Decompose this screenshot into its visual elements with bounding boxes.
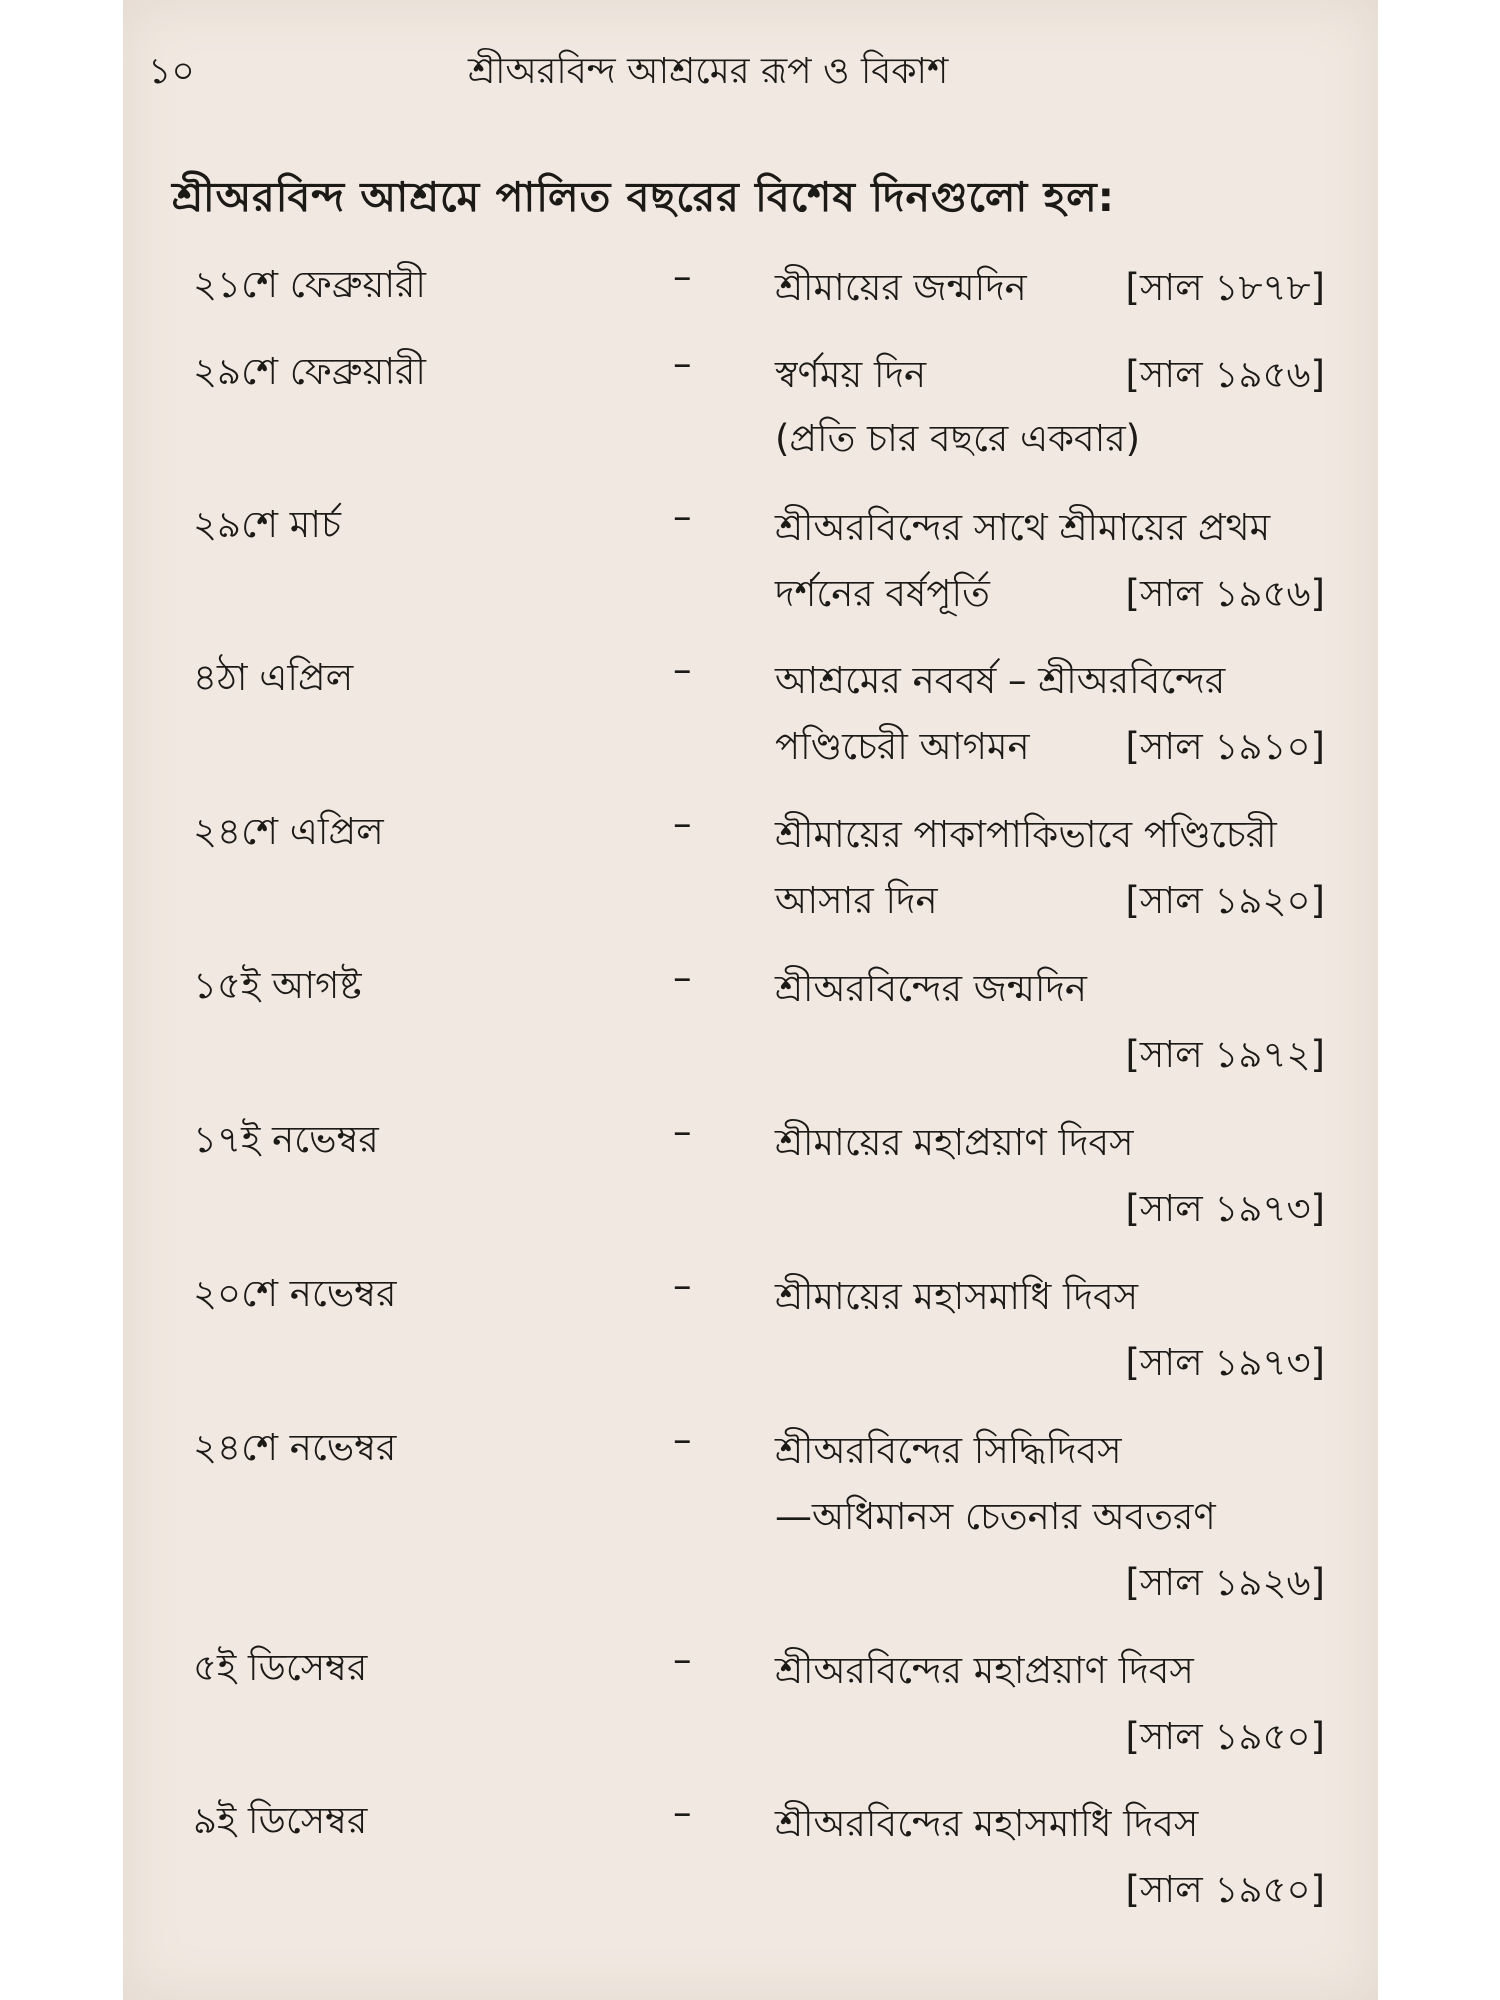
entry-date: ২৯শে ফেব্রুয়ারী (193, 350, 426, 393)
entry-year: [সাল ১৮৭৮] (1125, 266, 1325, 309)
entry-year: [সাল ১৯১০] (1125, 725, 1325, 768)
entry-year: [সাল ১৯৭৩] (1125, 1187, 1325, 1230)
entry-dash: – (673, 1638, 692, 1681)
entry-text: শ্রীঅরবিন্দের সিদ্ধিদিবস (775, 1429, 1122, 1472)
page-number: ১০ (148, 51, 195, 92)
entry-date: ২৪শে এপ্রিল (193, 810, 384, 853)
entry-date: ২১শে ফেব্রুয়ারী (193, 263, 426, 306)
entry-text: আসার দিন (775, 879, 938, 922)
entry-text: স্বর্ণময় দিন (775, 353, 927, 396)
entry-dash: – (673, 802, 692, 845)
entry-dash: – (673, 648, 692, 691)
entry-year: [সাল ১৯৭২] (1125, 1033, 1325, 1076)
entry-dash: – (673, 1264, 692, 1307)
entry-description (775, 495, 1325, 627)
entry-date: ২৯শে মার্চ (193, 503, 341, 546)
entry-description (775, 342, 1325, 470)
entry-description (775, 802, 1325, 934)
entry-description (775, 1110, 1325, 1242)
entry-description (775, 956, 1325, 1088)
entry-text: শ্রীঅরবিন্দের সাথে শ্রীমায়ের প্রথম (775, 506, 1271, 549)
entry-description (775, 1418, 1325, 1616)
entry-date: ১৭ই নভেম্বর (193, 1118, 379, 1161)
entry-description (775, 1638, 1325, 1770)
entry-text: আশ্রমের নববর্ষ – শ্রীঅরবিন্দের (775, 659, 1226, 702)
entry-dash: – (673, 1110, 692, 1153)
entry-year: [সাল ১৯৭৩] (1125, 1341, 1325, 1384)
entry-description (775, 255, 1325, 321)
entry-year: [সাল ১৯৫০] (1125, 1715, 1325, 1758)
entry-year: [সাল ১৯৫০] (1125, 1868, 1325, 1911)
entry-year: [সাল ১৯৫৬] (1125, 572, 1325, 615)
entry-description (775, 648, 1325, 780)
entry-date: ২৪শে নভেম্বর (193, 1426, 397, 1469)
entry-text: শ্রীমায়ের পাকাপাকিভাবে পণ্ডিচেরী (775, 813, 1277, 856)
entry-description (775, 1264, 1325, 1396)
entry-dash: – (673, 1418, 692, 1461)
section-heading: শ্রীঅরবিন্দ আশ্রমে পালিত বছরের বিশেষ দিনগুলো হল: (172, 173, 1116, 221)
entry-date: ৪ঠা এপ্রিল (193, 656, 354, 699)
entry-text: —অধিমানস চেতনার অবতরণ (775, 1495, 1216, 1538)
entry-text: শ্রীমায়ের জন্মদিন (775, 266, 1027, 309)
entry-year: [সাল ১৯৫৬] (1125, 353, 1325, 396)
entry-text: শ্রীমায়ের মহাসমাধি দিবস (775, 1275, 1139, 1318)
entry-date: ১৫ই আগষ্ট (193, 964, 362, 1007)
entry-text: শ্রীঅরবিন্দের জন্মদিন (775, 967, 1087, 1010)
entry-text: পণ্ডিচেরী আগমন (775, 725, 1030, 768)
entry-dash: – (673, 956, 692, 999)
entry-text: শ্রীমায়ের মহাপ্রয়াণ দিবস (775, 1121, 1134, 1164)
entry-year: [সাল ১৯২৬] (1125, 1561, 1325, 1604)
entry-dash: – (673, 1791, 692, 1834)
entry-date: ৯ই ডিসেম্বর (193, 1799, 368, 1842)
entry-text: শ্রীঅরবিন্দের মহাসমাধি দিবস (775, 1802, 1199, 1845)
entry-text: শ্রীঅরবিন্দের মহাপ্রয়াণ দিবস (775, 1649, 1194, 1692)
entry-dash: – (673, 255, 692, 298)
entry-text: (প্রতি চার বছরে একবার) (775, 417, 1141, 460)
entry-description (775, 1791, 1325, 1923)
entry-dash: – (673, 495, 692, 538)
entry-dash: – (673, 342, 692, 385)
page-header (148, 44, 1328, 104)
entry-text: দর্শনের বর্ষপূর্তি (775, 572, 990, 615)
entry-date: ২০শে নভেম্বর (193, 1272, 397, 1315)
entry-year: [সাল ১৯২০] (1125, 879, 1325, 922)
entry-date: ৫ই ডিসেম্বর (193, 1646, 368, 1689)
running-title: শ্রীঅরবিন্দ আশ্রমের রূপ ও বিকাশ (468, 51, 949, 92)
